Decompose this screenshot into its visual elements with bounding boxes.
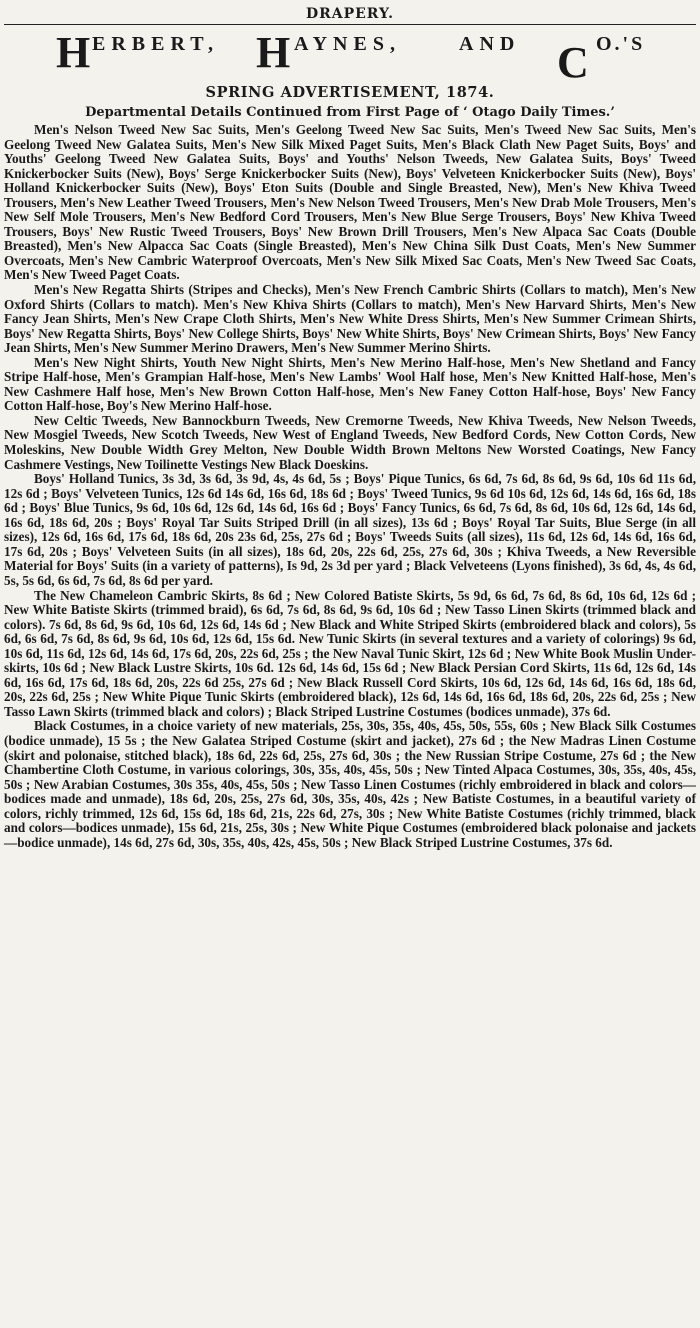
paragraph-costumes: Black Costumes, in a choice variety of new materials, 25s, 30s, 35s, 40s, 45s, 50s, 55s, 60s ; New Black Silk Costumes (bodice unmade), 15 5s ; the New Galatea Striped Costume (skirt and jacket), 27s 6d ; the New Madras Linen Costume (skirt and polonaise, stitched black), 18s 6d, 22s 6d, 25s, 27s 6d, 30s ; the New Russian Stripe Costume, 27s 6d ; the New Chambertine Cloth Costume, in various colorings, 30s, 35s, 40s, 45s, 50s ; New Tinted Alpaca Costumes, 30s, 35s, 40s, 45s, 50s ; New Arabian Costumes, 30s 35s, 40s, 45s, 50s ; New Tasso Linen Costumes (richly embroidered in black and colors—bodices made and unmade), 18s 6d, 20s, 25s, 27s 6d, 30s, 35s, 40s, 42s ; New Batiste Costumes, in a beautiful variety of colors, richly trimmed, 12s 6d, 15s 6d, 18s 6d, 21s, 22s 6d, 27s, 30s ; New White Batiste Costumes (richly trimmed, black and colors—bodices unmade), 15s 6d, 21s, 25s, 30s ; New White Pique Costumes (embroidered black polonaise and jackets—bodice unmade), 14s 6d, 27s 6d, 30s, 35s, 40s, 42s, 45s, 50s ; New Black Striped Lustrine Costumes, 37s 6d.	[4, 718, 696, 850]
advert-title: SPRING ADVERTISEMENT, 1874.	[205, 84, 495, 101]
paragraph-tunics: Boys' Holland Tunics, 3s 3d, 3s 6d, 3s 9d, 4s, 4s 6d, 5s ; Boys' Pique Tunics, 6s 6d, 7s 6d, 8s 6d, 9s 6d, 10s 6d 11s 6d, 12s 6d ; Boys' Velveteen Tunics, 12s 6d 14s 6d, 16s 6d, 18s 6d ; Boys' Tweed Tunics, 9s 6d 10s 6d, 12s 6d, 14s 6d, 16s 6d, 18s 6d ; Boys' Blue Tunics, 9s 6d, 10s 6d, 12s 6d, 14s 6d, 16s 6d ; Boys' Fancy Tunics, 6s 6d, 7s 6d, 8s 6d, 10s 6d, 12s 6d, 14s 6d, 16s 6d, 18s 6d, 20s ; Boys' Royal Tar Suits Striped Drill (in all sizes), 13s 6d ; Boys' Royal Tar Suits, Blue Serge (in all sizes), 12s 6d, 16s 6d, 17s 6d, 18s 6d, 20s 23s 6d, 25s, 27s 6d ; Boys' Tweeds Suits (all sizes), 11s 6d, 12s 6d, 14s 6d, 16s 6d, 17s 6d, 20s ; Boys' Velveteen Suits (in all sizes), 18s 6d, 20s, 22s 6d, 25s, 27s 6d, 30s ; Khiva Tweeds, a New Reversible Material for Boys' Suits (in a variety of patterns), Is 9d, 2s 3d per yard ; Black Velveteens (Lyons finished), 3s 6d, 4s, 4s 6d, 5s, 5s 6d, 6s 6d, 7s 6d, 8s 6d per yard.	[4, 471, 696, 588]
firm-word-haynes: AYNES,	[294, 33, 401, 55]
paragraph-tweeds: New Celtic Tweeds, New Bannockburn Tweeds, New Cremorne Tweeds, New Khiva Tweeds, New Nelson Tweeds, New Mosgiel Tweeds, New Scotch Tweeds, New West of England Tweeds, New Bedford Cords, New Cotton Cords, New Moleskins, New Double Width Grey Melton, New Double Width Brown Meltons New Worsted Coatings, New Fancy Cashmere Vestings, New Toilinette Vestings New Black Doeskins.	[4, 412, 696, 472]
firm-word-and: AND	[459, 33, 521, 55]
firm-initial-h1: H	[56, 28, 91, 77]
advert-subtitle: Departmental Details Continued from First Page of ‘ Otago Daily Times.’	[85, 105, 615, 120]
firm-word-herbert: ERBERT,	[92, 33, 220, 55]
firm-word-co: O.'S	[596, 33, 646, 55]
firm-initial-c: C	[557, 38, 589, 87]
paragraph-skirts: The New Chameleon Cambric Skirts, 8s 6d ; New Colored Batiste Skirts, 5s 9d, 6s 6d, 7s 6d, 8s 6d, 10s 6d, 12s 6d ; New White Batiste Skirts (trimmed braid), 6s 6d, 7s 6d, 8s 6d, 9s 6d, 10s 6d ; New Tasso Linen Skirts (trimmed black and colors). 7s 6d, 8s 6d, 9s 6d, 10s 6d, 12s 6d, 14s 6d ; New Black and White Striped Skirts (embroidered black and colors), 5s 6d, 6s 6d, 7s 6d, 8s 6d, 9s 6d, 10s 6d, 12s 6d, 15s 6d. New Tunic Skirts (in several textures and a variety of colorings) 9s 6d, 10s 6d, 11s 6d, 12s 6d, 14s 6d, 17s 6d, 20s, 22s 6d, 25s ; the New Naval Tunic Skirt, 12s 6d ; New White Book Muslin Under-skirts, 10s 6d ; New Black Lustre Skirts, 10s 6d. 12s 6d, 14s 6d, 15s 6d ; New Black Persian Cord Skirts, 11s 6d, 12s 6d, 14s 6d, 16s 6d, 17s 6d, 18s 6d, 20s, 22s 6d 25s, 27s 6d ; New Black Russell Cord Skirts, 10s 6d, 12s 6d, 14s 6d, 16s 6d, 18s 6d, 20s, 22s 6d, 25s ; New White Pique Tunic Skirts (embroidered black), 12s 6d, 14s 6d, 16s 6d, 18s 6d, 20s, 22s 6d, 25s ; New Tasso Lawn Skirts (trimmed black and colors) ; Black Striped Lustrine Costumes (bodices unmade), 37s 6d.	[4, 587, 696, 719]
advert-body	[4, 123, 696, 850]
paragraph-hosiery: Men's New Night Shirts, Youth New Night Shirts, Men's New Merino Half-hose, Men's New Shetland and Fancy Stripe Half-hose, Men's Grampian Half-hose, Men's New Lambs' Wool Half hose, Men's New Knitted Half-hose, Men's New Cashmere Half hose, Men's New Brown Cotton Half-hose, Men's New Faney Cotton Half-hose, Boys' New Fancy Cotton Half-hose, Boy's New Merino Half-hose.	[4, 354, 696, 414]
section-title: DRAPERY.	[4, 0, 696, 25]
paragraph-shirts: Men's New Regatta Shirts (Stripes and Checks), Men's New French Cambric Shirts (Collars to match), Men's New Oxford Shirts (Collars to match). Men's New Khiva Shirts (Collars to match), Men's New Harvard Shirts, Men's New Fancy Jean Shirts, Men's New Crape Cloth Shirts, Men's New White Dress Shirts, Men's New Summer Crimean Shirts, Boys' New Regatta Shirts, Boys' New College Shirts, Boys' New White Shirts, Boys' New Crimean Shirts, Boys' New Fancy Jean Shirts, Men's New Summer Merino Drawers, Men's New Summer Merino Shirts.	[4, 282, 696, 356]
firm-name	[4, 27, 696, 89]
firm-initial-h2: H	[256, 28, 291, 77]
paragraph-suits: Men's Nelson Tweed New Sac Suits, Men's Geelong Tweed New Sac Suits, Men's Tweed New Sac Suits, Men's Geelong Tweed New Galatea Suits, Men's New Silk Mixed Paget Suits, Men's Black Clath New Paget Suits, Boys' and Youths' Geelong Tweed New Galatea Suits, Boys' and Youths' Nelson Tweeds, New Galatea Suits, Boys' Tweed Knickerbocker Suits (New), Boys' Serge Knickerbocker Suits (New), Boys' Velveteen Knickerbocker Suits (New), Boys' Holland Knickerbocker Suits (New), Boys' Eton Suits (Double and Single Breasted, New), Men's New Khiva Tweed Trousers, Men's New Leather Tweed Trousers, Men's New Nelson Tweed Trousers, Men's New Drab Mole Trousers, Men's New Self Mole Trousers, Men's New Bedford Cord Trousers, Men's New Blue Serge Trousers, Boys' New Khiva Tweed Trousers, Boys' New Rustic Tweed Trousers, Boys' New Brown Drill Trousers, Men's New Alpaca Sac Coats (Double Breasted), Men's New Alpacca Sac Coats (Single Breasted), Men's New China Silk Dust Coats, Men's New Summer Overcoats, Men's New Cambric Waterproof Overcoats, Men's New Silk Mixed Sac Coats, Men's New Tweed Sac Coats, Men's New Tweed Paget Coats.	[4, 122, 696, 283]
